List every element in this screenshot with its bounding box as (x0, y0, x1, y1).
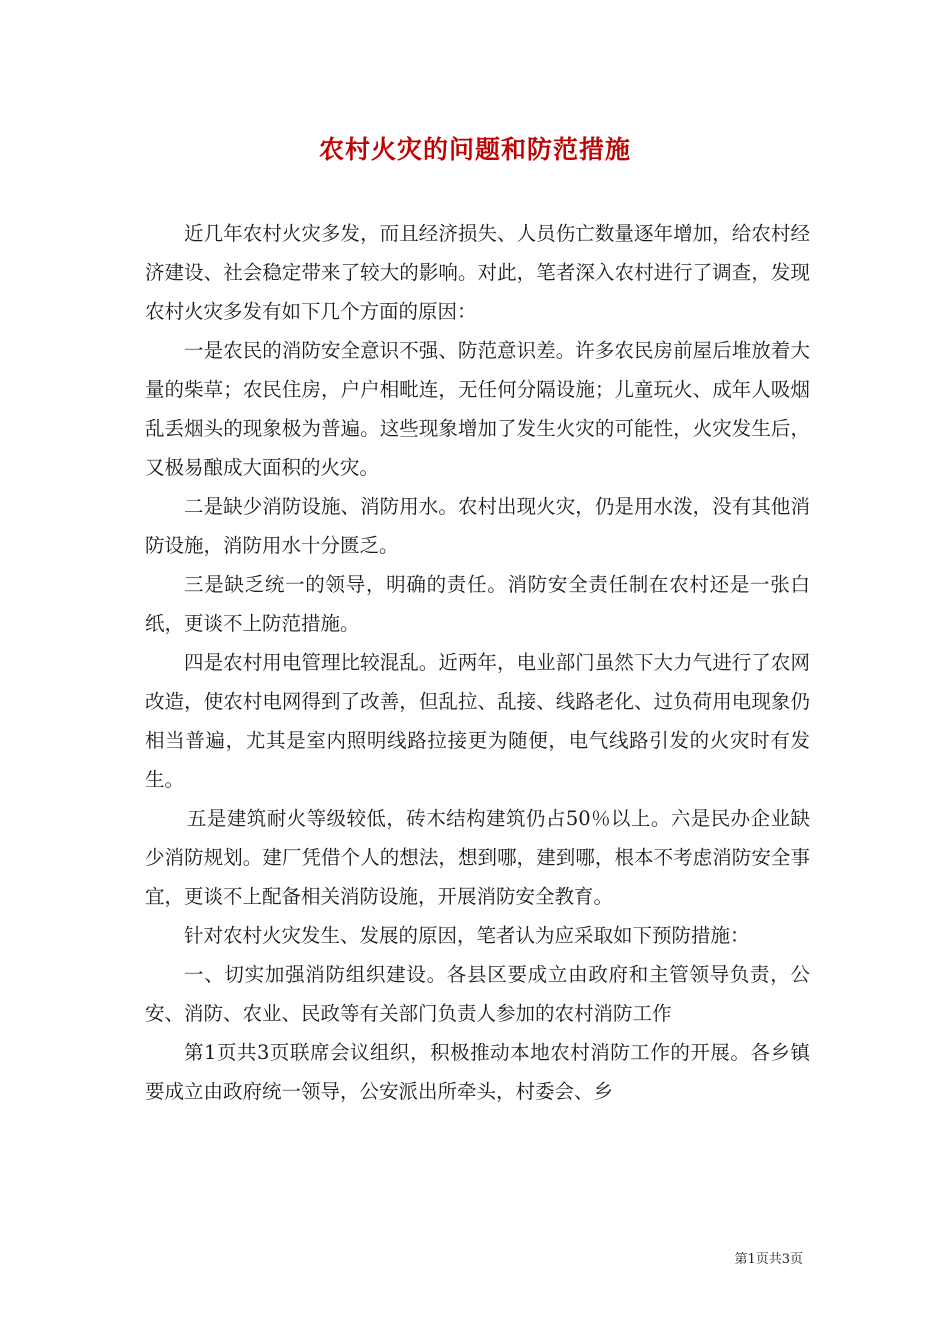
page-footer: 第1页共3页 (734, 1252, 803, 1267)
paragraph-cause-5-6: 五是建筑耐火等级较低，砖木结构建筑仍占50％以上。六是民办企业缺少消防规划。建厂凭借个人的想法，想到哪，建到哪，根本不考虑消防安全事宜，更谈不上配备相关消防设施，开展消防安全教育。 (145, 807, 810, 908)
paragraph-cause-3: 三是缺乏统一的领导，明确的责任。消防安全责任制在农村还是一张白纸，更谈不上防范措施。 (145, 573, 810, 635)
document-body (145, 214, 810, 1111)
paragraph-measures-intro: 针对农村火灾发生、发展的原因，笔者认为应采取如下预防措施： (184, 924, 750, 947)
paragraph-cause-1: 一是农民的消防安全意识不强、防范意识差。许多农民房前屋后堆放着大量的柴草；农民住房，户户相毗连，无任何分隔设施；儿童玩火、成年人吸烟乱丢烟头的现象极为普遍。这些现象增加了发生火灾的可能性，火灾发生后，又极易酿成大面积的火灾。 (145, 339, 810, 479)
paragraph-cause-4: 四是农村用电管理比较混乱。近两年，电业部门虽然下大力气进行了农网改造，使农村电网得到了改善，但乱拉、乱接、线路老化、过负荷用电现象仍相当普遍，尤其是室内照明线路拉接更为随便，电气线路引发的火灾时有发生。 (145, 651, 810, 791)
paragraph-measure-1-continued: 第1页共3页联席会议组织，积极推动本地农村消防工作的开展。各乡镇要成立由政府统一领导，公安派出所牵头，村委会、乡 (145, 1041, 810, 1103)
paragraph-cause-2: 二是缺少消防设施、消防用水。农村出现火灾，仍是用水泼，没有其他消防设施，消防用水十分匮乏。 (145, 495, 810, 557)
page-title: 农村火灾的问题和防范措施 (318, 135, 631, 164)
paragraph-measure-1: 一、切实加强消防组织建设。各县区要成立由政府和主管领导负责，公安、消防、农业、民政等有关部门负责人参加的农村消防工作 (145, 963, 810, 1025)
paragraph-intro: 近几年农村火灾多发，而且经济损失、人员伤亡数量逐年增加，给农村经济建设、社会稳定带来了较大的影响。对此，笔者深入农村进行了调查，发现农村火灾多发有如下几个方面的原因： (145, 222, 810, 323)
